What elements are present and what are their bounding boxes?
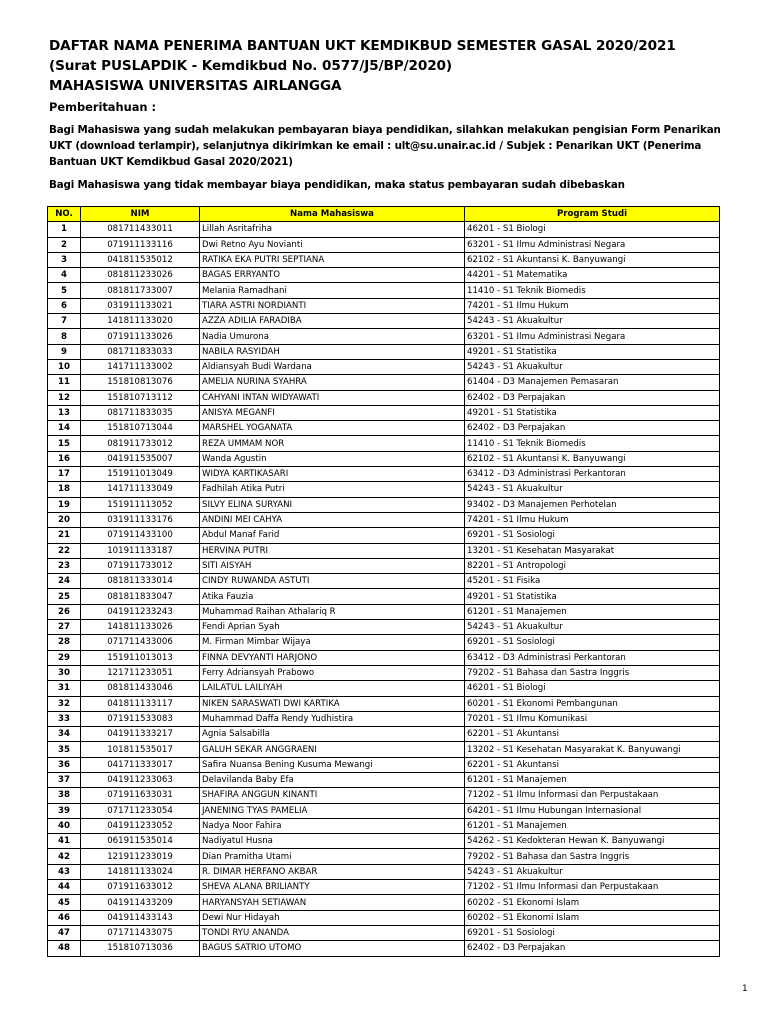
table-row [48, 757, 720, 772]
cell-nama: BAGUS SATRIO UTOMO [200, 941, 465, 956]
table-row [48, 528, 720, 543]
table-row [48, 711, 720, 726]
cell-program: 61201 - S1 Manajemen [465, 772, 720, 787]
cell-nama: HERVINA PUTRI [200, 543, 465, 558]
table-row [48, 222, 720, 237]
cell-nim: 141711133002 [81, 359, 200, 374]
cell-no: 11 [48, 375, 81, 390]
cell-program: 44201 - S1 Matematika [465, 268, 720, 283]
cell-program: 61201 - S1 Manajemen [465, 604, 720, 619]
column-header-program: Program Studi [465, 207, 720, 222]
table-row [48, 451, 720, 466]
cell-no: 6 [48, 298, 81, 313]
cell-nama: Agnia Salsabilla [200, 727, 465, 742]
cell-nim: 081811733007 [81, 283, 200, 298]
cell-nama: Muhammad Raihan Athalariq R [200, 604, 465, 619]
cell-program: 13202 - S1 Kesehatan Masyarakat K. Banyuwangi [465, 742, 720, 757]
cell-nim: 141811133024 [81, 864, 200, 879]
cell-no: 33 [48, 711, 81, 726]
cell-nim: 031911133021 [81, 298, 200, 313]
cell-nim: 041911233063 [81, 772, 200, 787]
cell-no: 39 [48, 803, 81, 818]
cell-nim: 081711433011 [81, 222, 200, 237]
cell-no: 14 [48, 421, 81, 436]
table-row [48, 344, 720, 359]
cell-program: 62402 - D3 Perpajakan [465, 941, 720, 956]
cell-program: 54243 - S1 Akuakultur [465, 864, 720, 879]
cell-nama: NIKEN SARASWATI DWI KARTIKA [200, 696, 465, 711]
cell-nim: 081711833035 [81, 405, 200, 420]
cell-nim: 041811535012 [81, 252, 200, 267]
cell-program: 63201 - S1 Ilmu Administrasi Negara [465, 237, 720, 252]
cell-no: 26 [48, 604, 81, 619]
cell-nim: 071911633031 [81, 788, 200, 803]
table-row [48, 467, 720, 482]
cell-nama: SILVY ELINA SURYANI [200, 497, 465, 512]
title-line-2: (Surat PUSLAPDIK - Kemdikbud No. 0577/J5/BP/2020) [49, 58, 453, 74]
cell-nama: Dwi Retno Ayu Novianti [200, 237, 465, 252]
notice-label: Pemberitahuan : [49, 100, 157, 114]
table-row [48, 298, 720, 313]
cell-nim: 031911133176 [81, 512, 200, 527]
cell-nama: GALUH SEKAR ANGGRAENI [200, 742, 465, 757]
cell-program: 54243 - S1 Akuakultur [465, 359, 720, 374]
table-row [48, 925, 720, 940]
cell-no: 2 [48, 237, 81, 252]
cell-no: 19 [48, 497, 81, 512]
cell-nim: 151810813076 [81, 375, 200, 390]
cell-nama: Fendi Aprian Syah [200, 620, 465, 635]
cell-nama: LAILATUL LAILIYAH [200, 681, 465, 696]
document-title [49, 36, 676, 96]
cell-nim: 041911233052 [81, 818, 200, 833]
cell-program: 45201 - S1 Fisika [465, 574, 720, 589]
table-row [48, 359, 720, 374]
cell-no: 34 [48, 727, 81, 742]
cell-program: 60202 - S1 Ekonomi Islam [465, 895, 720, 910]
table-row [48, 314, 720, 329]
cell-no: 31 [48, 681, 81, 696]
cell-nim: 151911013013 [81, 650, 200, 665]
table-row [48, 390, 720, 405]
cell-program: 54243 - S1 Akuakultur [465, 482, 720, 497]
cell-nim: 071711433075 [81, 925, 200, 940]
cell-nim: 071911433100 [81, 528, 200, 543]
cell-no: 5 [48, 283, 81, 298]
cell-program: 49201 - S1 Statistika [465, 589, 720, 604]
cell-nama: Aldiansyah Budi Wardana [200, 359, 465, 374]
cell-nama: BAGAS ERRYANTO [200, 268, 465, 283]
cell-nim: 081811233026 [81, 268, 200, 283]
cell-program: 62102 - S1 Akuntansi K. Banyuwangi [465, 451, 720, 466]
cell-nama: TIARA ASTRI NORDIANTI [200, 298, 465, 313]
cell-nim: 151810713044 [81, 421, 200, 436]
table-row [48, 436, 720, 451]
cell-no: 47 [48, 925, 81, 940]
recipients-table [47, 206, 720, 957]
cell-nama: Lillah Asritafriha [200, 222, 465, 237]
cell-no: 22 [48, 543, 81, 558]
cell-nama: Nadiyatul Husna [200, 834, 465, 849]
cell-program: 46201 - S1 Biologi [465, 681, 720, 696]
cell-nama: HARYANSYAH SETIAWAN [200, 895, 465, 910]
cell-nim: 041811133117 [81, 696, 200, 711]
table-row [48, 604, 720, 619]
cell-nama: TONDI RYU ANANDA [200, 925, 465, 940]
cell-no: 9 [48, 344, 81, 359]
cell-no: 32 [48, 696, 81, 711]
cell-nama: REZA UMMAM NOR [200, 436, 465, 451]
cell-nim: 071911533083 [81, 711, 200, 726]
table-row [48, 788, 720, 803]
table-row [48, 665, 720, 680]
table-row [48, 329, 720, 344]
table-row [48, 405, 720, 420]
table-row [48, 849, 720, 864]
table-row [48, 727, 720, 742]
cell-nama: SITI AISYAH [200, 558, 465, 573]
cell-program: 60202 - S1 Ekonomi Islam [465, 910, 720, 925]
cell-no: 24 [48, 574, 81, 589]
cell-nama: Dewi Nur Hidayah [200, 910, 465, 925]
table-row [48, 880, 720, 895]
cell-nama: RATIKA EKA PUTRI SEPTIANA [200, 252, 465, 267]
cell-nim: 141811133020 [81, 314, 200, 329]
page-number: 1 [742, 984, 748, 994]
table-row [48, 834, 720, 849]
table-row [48, 558, 720, 573]
cell-no: 45 [48, 895, 81, 910]
cell-nama: AZZA ADILIA FARADIBA [200, 314, 465, 329]
cell-program: 62402 - D3 Perpajakan [465, 390, 720, 405]
cell-program: 11410 - S1 Teknik Biomedis [465, 436, 720, 451]
cell-program: 63201 - S1 Ilmu Administrasi Negara [465, 329, 720, 344]
cell-no: 7 [48, 314, 81, 329]
title-line-3: MAHASISWA UNIVERSITAS AIRLANGGA [49, 78, 342, 94]
cell-no: 42 [48, 849, 81, 864]
cell-nim: 041711333017 [81, 757, 200, 772]
cell-program: 62102 - S1 Akuntansi K. Banyuwangi [465, 252, 720, 267]
cell-program: 61404 - D3 Manajemen Pemasaran [465, 375, 720, 390]
cell-nim: 041911433143 [81, 910, 200, 925]
cell-nim: 071911133116 [81, 237, 200, 252]
table-header-row [48, 207, 720, 222]
cell-nim: 121711233051 [81, 665, 200, 680]
cell-no: 20 [48, 512, 81, 527]
table-row [48, 512, 720, 527]
cell-nim: 041911433209 [81, 895, 200, 910]
cell-no: 17 [48, 467, 81, 482]
cell-nama: Wanda Agustin [200, 451, 465, 466]
cell-nim: 151810713112 [81, 390, 200, 405]
cell-nama: WIDYA KARTIKASARI [200, 467, 465, 482]
cell-no: 23 [48, 558, 81, 573]
cell-nim: 071911733012 [81, 558, 200, 573]
cell-no: 15 [48, 436, 81, 451]
cell-no: 30 [48, 665, 81, 680]
cell-nim: 071711233054 [81, 803, 200, 818]
cell-program: 54243 - S1 Akuakultur [465, 620, 720, 635]
cell-no: 13 [48, 405, 81, 420]
table-row [48, 252, 720, 267]
cell-nama: R. DIMAR HERFANO AKBAR [200, 864, 465, 879]
cell-nama: Nadya Noor Fahira [200, 818, 465, 833]
cell-program: 49201 - S1 Statistika [465, 405, 720, 420]
table-row [48, 696, 720, 711]
cell-program: 79202 - S1 Bahasa dan Sastra Inggris [465, 665, 720, 680]
cell-nama: SHEVA ALANA BRILIANTY [200, 880, 465, 895]
table-row [48, 742, 720, 757]
table-row [48, 803, 720, 818]
cell-nama: Atika Fauzia [200, 589, 465, 604]
cell-no: 4 [48, 268, 81, 283]
cell-nim: 041911333217 [81, 727, 200, 742]
table-row [48, 910, 720, 925]
cell-nim: 081911733012 [81, 436, 200, 451]
cell-nim: 071911633012 [81, 880, 200, 895]
cell-no: 27 [48, 620, 81, 635]
cell-program: 61201 - S1 Manajemen [465, 818, 720, 833]
cell-nama: Nadia Umurona [200, 329, 465, 344]
cell-nim: 081711833033 [81, 344, 200, 359]
table-row [48, 895, 720, 910]
cell-nama: M. Firman Mimbar Wijaya [200, 635, 465, 650]
table-row [48, 421, 720, 436]
table-body [48, 222, 720, 956]
cell-nim: 151911113052 [81, 497, 200, 512]
cell-nama: JANENING TYAS PAMELIA [200, 803, 465, 818]
cell-nim: 061911535014 [81, 834, 200, 849]
cell-nama: Ferry Adriansyah Prabowo [200, 665, 465, 680]
table-row [48, 864, 720, 879]
cell-no: 12 [48, 390, 81, 405]
cell-nim: 081811433046 [81, 681, 200, 696]
cell-program: 46201 - S1 Biologi [465, 222, 720, 237]
cell-nim: 071911133026 [81, 329, 200, 344]
cell-no: 43 [48, 864, 81, 879]
cell-nim: 071711433006 [81, 635, 200, 650]
cell-program: 71202 - S1 Ilmu Informasi dan Perpustakaan [465, 880, 720, 895]
cell-program: 62201 - S1 Akuntansi [465, 757, 720, 772]
table-row [48, 635, 720, 650]
column-header-nama: Nama Mahasiswa [200, 207, 465, 222]
table-row [48, 818, 720, 833]
cell-nim: 101911133187 [81, 543, 200, 558]
table-row [48, 543, 720, 558]
cell-program: 82201 - S1 Antropologi [465, 558, 720, 573]
cell-nama: Dian Pramitha Utami [200, 849, 465, 864]
cell-nama: NABILA RASYIDAH [200, 344, 465, 359]
cell-program: 62201 - S1 Akuntansi [465, 727, 720, 742]
table-row [48, 941, 720, 956]
cell-nama: Melania Ramadhani [200, 283, 465, 298]
cell-nama: CINDY RUWANDA ASTUTI [200, 574, 465, 589]
column-header-nim: NIM [81, 207, 200, 222]
cell-nama: AMELIA NURINA SYAHRA [200, 375, 465, 390]
notice-paragraph-1: Bagi Mahasiswa yang sudah melakukan pembayaran biaya pendidikan, silahkan melakukan pengisian Form Penarikan UKT (download terlampir), selanjutnya dikirimkan ke email : ult@su.unair.ac.id / Subjek : Penarikan UKT (Penerima Bantuan UKT Kemdikbud Gasal 2020/2021) [49, 124, 721, 168]
cell-program: 69201 - S1 Sosiologi [465, 925, 720, 940]
cell-nama: FINNA DEVYANTI HARJONO [200, 650, 465, 665]
cell-no: 38 [48, 788, 81, 803]
cell-no: 25 [48, 589, 81, 604]
table-row [48, 283, 720, 298]
cell-nama: Muhammad Daffa Rendy Yudhistira [200, 711, 465, 726]
cell-program: 69201 - S1 Sosiologi [465, 635, 720, 650]
title-line-1: DAFTAR NAMA PENERIMA BANTUAN UKT KEMDIKBUD SEMESTER GASAL 2020/2021 [49, 38, 676, 54]
cell-nama: Fadhilah Atika Putri [200, 482, 465, 497]
cell-nim: 151810713036 [81, 941, 200, 956]
cell-nama: CAHYANI INTAN WIDYAWATI [200, 390, 465, 405]
cell-program: 63412 - D3 Administrasi Perkantoran [465, 467, 720, 482]
cell-program: 63412 - D3 Administrasi Perkantoran [465, 650, 720, 665]
cell-no: 18 [48, 482, 81, 497]
cell-program: 93402 - D3 Manajemen Perhotelan [465, 497, 720, 512]
cell-nama: ANISYA MEGANFI [200, 405, 465, 420]
cell-program: 13201 - S1 Kesehatan Masyarakat [465, 543, 720, 558]
table-row [48, 650, 720, 665]
cell-no: 29 [48, 650, 81, 665]
cell-no: 28 [48, 635, 81, 650]
table-row [48, 482, 720, 497]
cell-program: 70201 - S1 Ilmu Komunikasi [465, 711, 720, 726]
table-row [48, 772, 720, 787]
cell-no: 35 [48, 742, 81, 757]
column-header-no: NO. [48, 207, 81, 222]
cell-nama: Delavilanda Baby Efa [200, 772, 465, 787]
cell-program: 49201 - S1 Statistika [465, 344, 720, 359]
table-row [48, 574, 720, 589]
cell-program: 74201 - S1 Ilmu Hukum [465, 512, 720, 527]
cell-nim: 141811133026 [81, 620, 200, 635]
cell-no: 41 [48, 834, 81, 849]
table-row [48, 620, 720, 635]
cell-nim: 081811833047 [81, 589, 200, 604]
notice-paragraph-2: Bagi Mahasiswa yang tidak membayar biaya pendidikan, maka status pembayaran sudah dibebaskan [49, 179, 625, 191]
cell-nim: 041911233243 [81, 604, 200, 619]
cell-program: 54243 - S1 Akuakultur [465, 314, 720, 329]
cell-program: 74201 - S1 Ilmu Hukum [465, 298, 720, 313]
cell-no: 44 [48, 880, 81, 895]
cell-no: 8 [48, 329, 81, 344]
cell-no: 40 [48, 818, 81, 833]
table-row [48, 237, 720, 252]
cell-nama: SHAFIRA ANGGUN KINANTI [200, 788, 465, 803]
cell-nim: 151911013049 [81, 467, 200, 482]
cell-no: 36 [48, 757, 81, 772]
table-row [48, 589, 720, 604]
cell-no: 1 [48, 222, 81, 237]
cell-program: 71202 - S1 Ilmu Informasi dan Perpustakaan [465, 788, 720, 803]
cell-no: 37 [48, 772, 81, 787]
cell-no: 48 [48, 941, 81, 956]
cell-nama: ANDINI MEI CAHYA [200, 512, 465, 527]
table-row [48, 497, 720, 512]
cell-no: 21 [48, 528, 81, 543]
cell-nama: Safira Nuansa Bening Kusuma Mewangi [200, 757, 465, 772]
table-row [48, 375, 720, 390]
cell-nim: 141711133049 [81, 482, 200, 497]
cell-program: 11410 - S1 Teknik Biomedis [465, 283, 720, 298]
cell-program: 60201 - S1 Ekonomi Pembangunan [465, 696, 720, 711]
cell-program: 62402 - D3 Perpajakan [465, 421, 720, 436]
table-row [48, 681, 720, 696]
cell-no: 16 [48, 451, 81, 466]
cell-program: 54262 - S1 Kedokteran Hewan K. Banyuwangi [465, 834, 720, 849]
cell-nim: 081811333014 [81, 574, 200, 589]
cell-nim: 121911233019 [81, 849, 200, 864]
cell-no: 10 [48, 359, 81, 374]
cell-no: 3 [48, 252, 81, 267]
cell-no: 46 [48, 910, 81, 925]
table-row [48, 268, 720, 283]
cell-nama: MARSHEL YOGANATA [200, 421, 465, 436]
cell-nim: 041911535007 [81, 451, 200, 466]
cell-nama: Abdul Manaf Farid [200, 528, 465, 543]
cell-nim: 101811535017 [81, 742, 200, 757]
cell-program: 64201 - S1 Ilmu Hubungan Internasional [465, 803, 720, 818]
cell-program: 69201 - S1 Sosiologi [465, 528, 720, 543]
cell-program: 79202 - S1 Bahasa dan Sastra Inggris [465, 849, 720, 864]
